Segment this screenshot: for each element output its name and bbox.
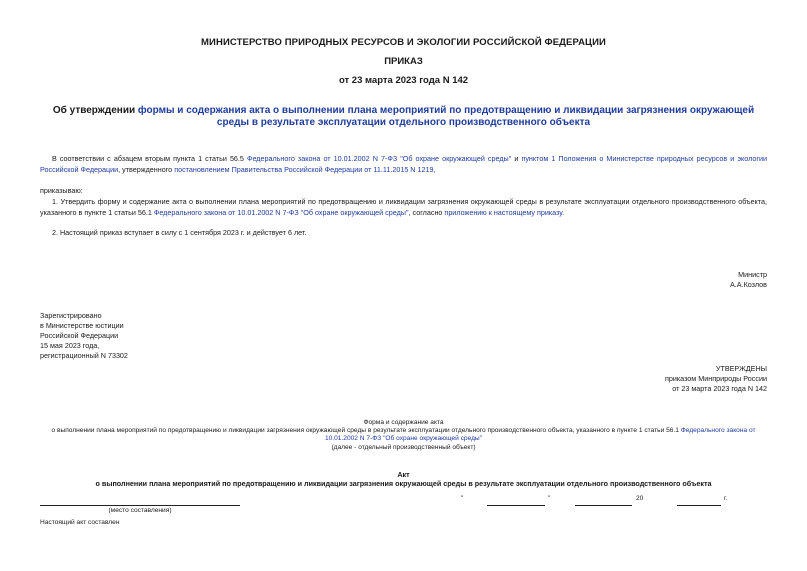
item1-text-3: .: [562, 207, 565, 217]
act-title: Акт: [397, 470, 410, 479]
item1-text-1: 1. Утвердить форму и содержание акта о выполнении плана мероприятий по предотвращению и ликвидации загрязнения окружающей среды в результате эксплуатации отдельного производственного объекта, указанного в пункте 1 статьи 56.1: [40, 197, 767, 217]
registration-line: Зарегистрировано: [40, 311, 102, 320]
preamble-paragraph: [40, 154, 767, 175]
approved-line-1: приказом Минприроды России: [664, 374, 767, 383]
order-item-1: [40, 197, 767, 218]
approved-line-2: от 23 марта 2023 года N 142: [672, 384, 767, 393]
registration-line: в Министерстве юстиции: [40, 321, 124, 330]
year-field-line[interactable]: [677, 505, 721, 506]
day-field-line[interactable]: [487, 505, 545, 506]
registration-block: [40, 311, 128, 361]
place-caption: (место составления): [108, 507, 172, 514]
doc-date-number: от 23 марта 2023 года N 142: [338, 75, 469, 86]
act-composed-label: Настоящий акт составлен: [40, 519, 120, 526]
registration-line: Российской Федерации: [40, 331, 119, 340]
preamble-text-3: , утвержденного: [118, 164, 175, 174]
date-quote-open: ": [461, 495, 464, 502]
signature-name: А.А.Козлов: [730, 280, 767, 289]
preamble-text-2: и: [511, 154, 522, 163]
form-header-title: Форма и содержание акта: [363, 419, 444, 426]
document-subject: [40, 105, 767, 129]
year-prefix: 20: [636, 495, 644, 502]
act-subtitle: о выполнении плана мероприятий по предотвращению и ликвидации загрязнения окружающей среды в результате эксплуатации отдельного производственного объекта: [95, 479, 712, 488]
subject-link[interactable]: формы и содержания акта о выполнении плана мероприятий по предотвращению и ликвидации загрязнения окружающей среды в результате эксплуатации отдельного производственного объекта: [137, 105, 755, 128]
year-suffix: г.: [724, 495, 728, 502]
approved-title: УТВЕРЖДЕНЫ: [715, 364, 767, 373]
order-word: приказываю:: [40, 186, 83, 195]
preamble-text-4: ,: [433, 164, 436, 174]
government-decree-link[interactable]: постановлением Правительства Российской Федерации от 11.11.2015 N 1219: [174, 164, 434, 174]
appendix-link[interactable]: приложению к настоящему приказу: [444, 207, 563, 217]
approved-block: [665, 364, 767, 394]
order-item-2: 2. Настоящий приказ вступает в силу с 1 сентября 2023 г. и действует 6 лет.: [52, 228, 307, 237]
doc-type: ПРИКАЗ: [384, 56, 423, 67]
form-header-law-link-a[interactable]: Федерального закона от: [680, 427, 756, 434]
registration-line: регистрационный N 73302: [40, 351, 128, 360]
preamble-text-1: В соответствии с абзацем вторым пункта 1 статьи 56.5: [52, 154, 247, 163]
month-field-line[interactable]: [575, 505, 632, 506]
subject-prefix: Об утверждении: [52, 105, 138, 116]
registration-line: 15 мая 2023 года,: [40, 341, 100, 350]
federal-law-link[interactable]: Федерального закона от 10.01.2002 N 7-ФЗ "Об охране окружающей среды": [247, 154, 512, 163]
ministry-title: МИНИСТЕРСТВО ПРИРОДНЫХ РЕСУРСОВ И ЭКОЛОГИИ РОССИЙСКОЙ ФЕДЕРАЦИИ: [201, 37, 606, 48]
signature-title: Министр: [738, 270, 767, 279]
date-quote-close: ": [548, 495, 551, 502]
form-header-law-link-b[interactable]: 10.01.2002 N 7-ФЗ "Об охране окружающей среды": [324, 435, 483, 442]
item1-text-2: , согласно: [408, 207, 445, 217]
regulation-link[interactable]: пунктом 1 Положения о Министерстве природных ресурсов и экологии Российской Федерации: [40, 154, 767, 174]
form-header-line-4: (далее - отдельный производственный объект): [331, 444, 476, 451]
item1-federal-law-link[interactable]: Федерального закона от 10.01.2002 N 7-ФЗ "Об охране окружающей среды": [153, 207, 409, 217]
form-header-text: о выполнении плана мероприятий по предотвращению и ликвидации загрязнения окружающей среды в результате эксплуатации отдельного производственного объекта, указанного в пункте 1 статьи 56.1: [51, 427, 681, 434]
